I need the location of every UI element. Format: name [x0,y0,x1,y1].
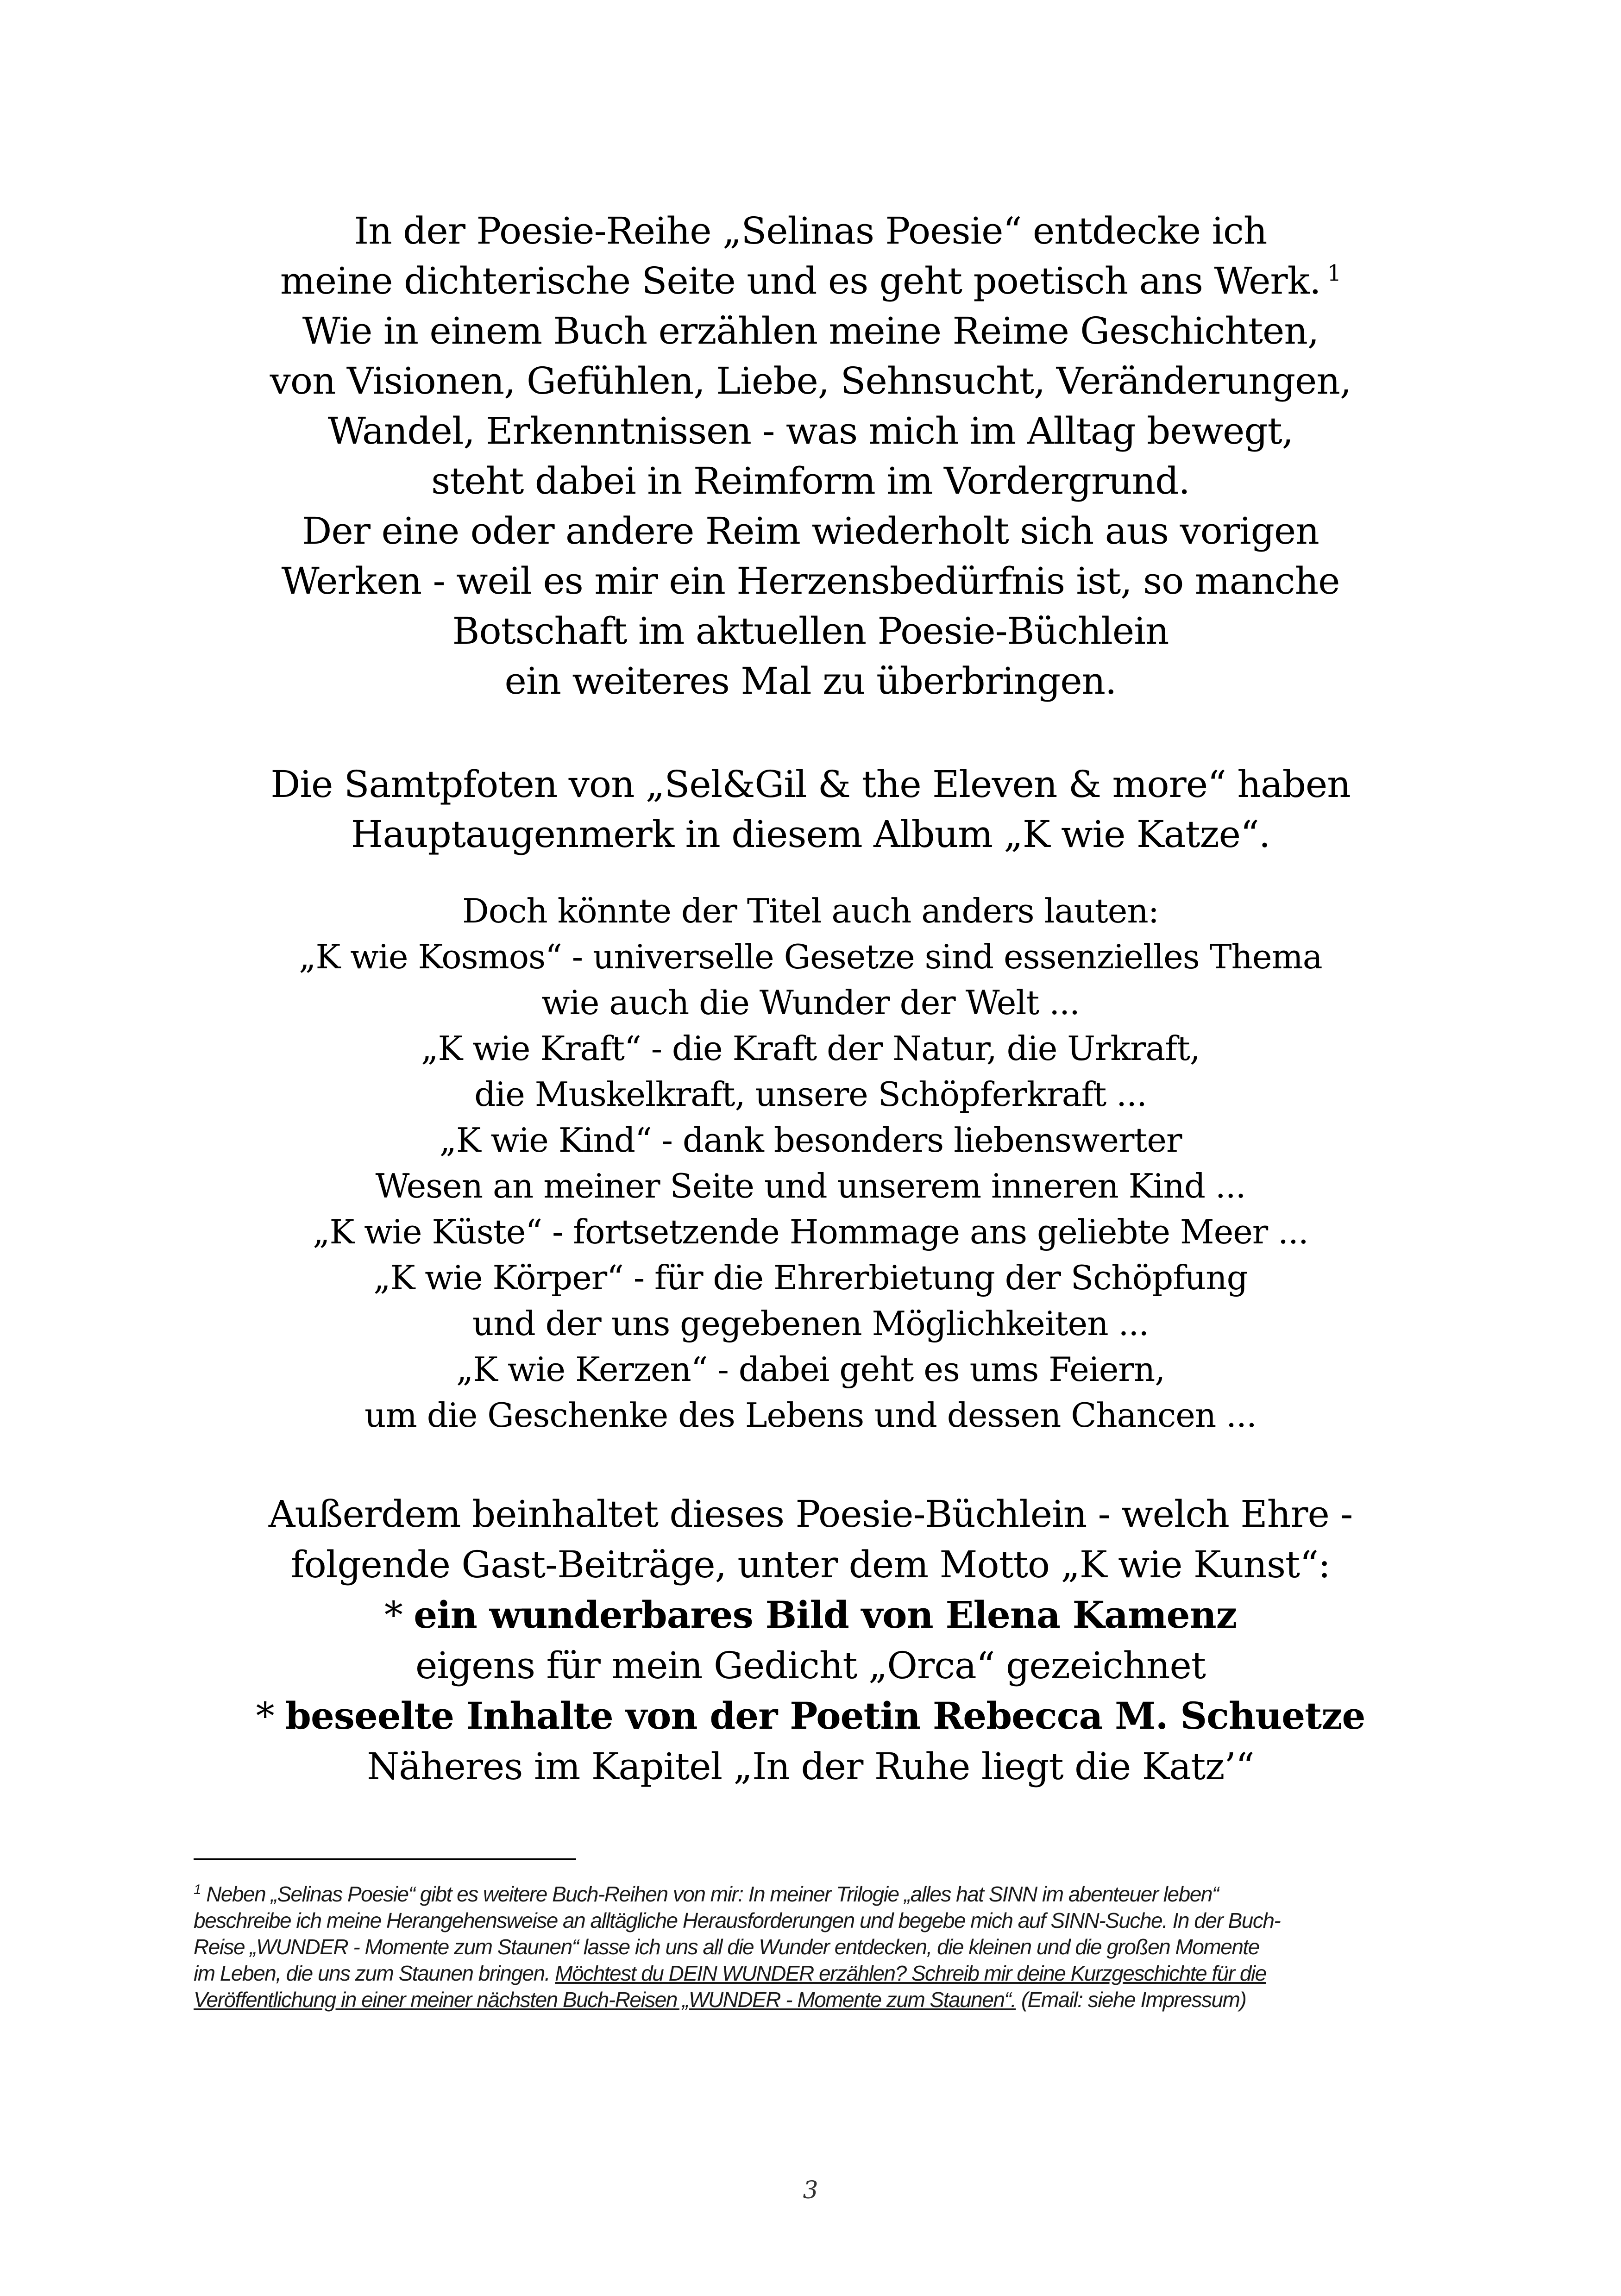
samtpfoten-paragraph [139,759,1482,859]
titles-line: „K wie Kerzen“ - dabei geht es ums Feiern, [456,1350,1165,1389]
samtpfoten-line: Hauptaugenmerk in diesem Album „K wie Katze“. [351,813,1270,856]
titles-line: Doch könnte der Titel auch anders lauten: [462,891,1159,930]
titles-line: „K wie Küste“ - fortsetzende Hommage ans geliebte Meer ... [313,1212,1308,1251]
footnote-line-text: (Email: siehe Impressum) [1021,1988,1246,2012]
intro-line-text: meine dichterische Seite und es geht poetisch ans Werk. [280,259,1321,302]
intro-line: Botschaft im aktuellen Poesie-Büchlein [452,609,1169,652]
footnote-line [194,1960,1435,1987]
titles-line: um die Geschenke des Lebens und dessen Chancen ... [364,1396,1257,1435]
guest-item-2 [139,1691,1482,1741]
titles-line: „K wie Kosmos“ - universelle Gesetze sind essenzielles Thema [299,937,1322,976]
titles-line: „K wie Körper“ - für die Ehrerbietung der Schöpfung [373,1258,1248,1297]
guest-item-1-detail: eigens für mein Gedicht „Orca“ gezeichnet [415,1644,1206,1687]
bullet-marker: * [384,1593,402,1637]
footnote-reference[interactable]: 1 [1327,260,1341,287]
page-number: 3 [803,2177,818,2204]
footnote-line-text: Neben „Selinas Poesie“ gibt es weitere Buch-Reihen von mir: In meiner Trilogie „alles hat SINN im abenteuer leben“ [206,1882,1219,1906]
intro-line: Wandel, Erkenntnissen - was mich im Alltag bewegt, [327,409,1294,452]
footnote-line-text: im Leben, die uns zum Staunen bringen. [194,1961,550,1985]
guest-contributions-paragraph [139,1489,1482,1792]
titles-line: „K wie Kraft“ - die Kraft der Natur, die Urkraft, [421,1029,1200,1068]
intro-line: ein weiteres Mal zu überbringen. [504,659,1117,703]
intro-line: In der Poesie-Reihe „Selinas Poesie“ entdecke ich [354,209,1267,252]
footnote-divider [194,1858,576,1860]
titles-line: und der uns gegebenen Möglichkeiten ... [472,1304,1149,1343]
footnote-line [194,1987,1435,2013]
intro-line: steht dabei in Reimform im Vordergrund. [431,459,1190,502]
guest-intro-line: Außerdem beinhaltet dieses Poesie-Büchlein - welch Ehre - [268,1493,1353,1536]
titles-line: die Muskelkraft, unsere Schöpferkraft ... [474,1075,1147,1114]
intro-line: Werken - weil es mir ein Herzensbedürfnis ist, so manche [281,559,1340,602]
footnote-marker: 1 [194,1882,201,1897]
titles-line: wie auch die Wunder der Welt ... [541,983,1080,1022]
footnote [194,1881,1435,2013]
guest-item-1-title: ein wunderbares Bild von Elena Kamenz [414,1593,1237,1637]
footnote-link[interactable]: Möchtest du DEIN WUNDER erzählen? Schreib mir deine Kurzgeschichte für die [555,1961,1266,1985]
titles-line: „K wie Kind“ - dank besonders liebenswerter [439,1121,1182,1160]
intro-line: Wie in einem Buch erzählen meine Reime Geschichten, [302,309,1319,352]
intro-line: Der eine oder andere Reim wiederholt sich aus vorigen [302,509,1319,552]
guest-item-2-title: beseelte Inhalte von der Poetin Rebecca M. Schuetze [285,1694,1365,1738]
alternative-titles-paragraph [139,888,1482,1438]
bullet-marker: * [256,1694,274,1738]
footnote-line [194,1881,1435,1907]
titles-line: Wesen an meiner Seite und unserem inneren Kind ... [375,1167,1246,1205]
samtpfoten-line: Die Samtpfoten von „Sel&Gil & the Eleven & more“ haben [270,763,1351,806]
footnote-line: Reise „WUNDER - Momente zum Staunen“ lasse ich uns all die Wunder entdecken, die kleinen und die großen Momente [194,1935,1259,1959]
intro-paragraph [139,206,1482,706]
footnote-line: beschreibe ich meine Herangehensweise an alltägliche Herausforderungen und begebe mich auf SINN-Suche. In der Buch- [194,1908,1281,1932]
guest-item-2-detail: Näheres im Kapitel „In der Ruhe liegt die Katz’“ [367,1745,1254,1788]
intro-line [139,256,1482,306]
guest-item-1 [139,1590,1482,1640]
guest-intro-line: folgende Gast-Beiträge, unter dem Motto „K wie Kunst“: [290,1543,1331,1586]
footnote-link[interactable]: Veröffentlichung in einer meiner nächsten Buch-Reisen „WUNDER - Momente zum Staunen“. [194,1988,1016,2012]
intro-line: von Visionen, Gefühlen, Liebe, Sehnsucht, Veränderungen, [270,359,1351,402]
